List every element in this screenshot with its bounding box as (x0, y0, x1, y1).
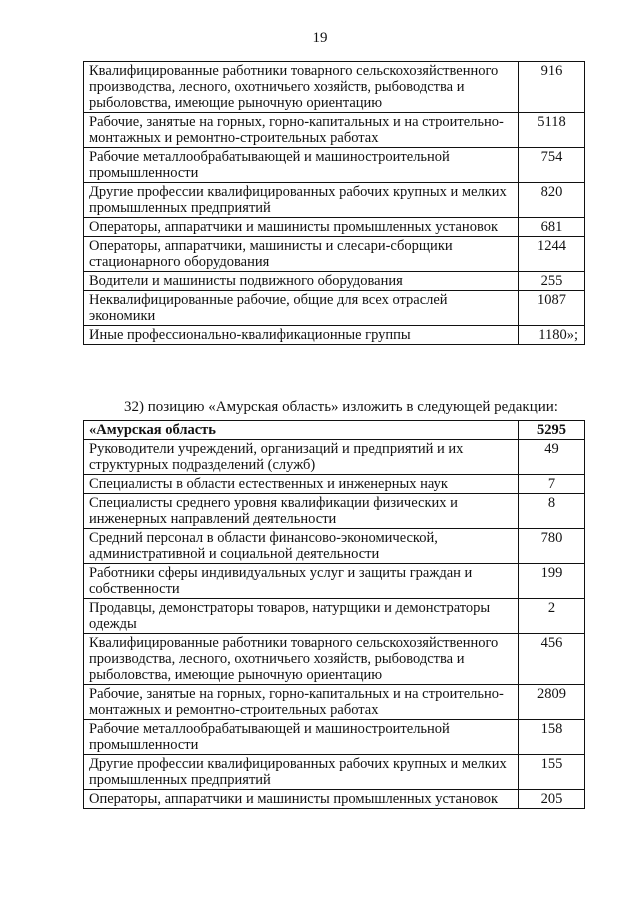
row-label: Продавцы, демонстраторы товаров, натурщики и демонстраторы одежды (84, 599, 519, 634)
row-label: Операторы, аппаратчики, машинисты и слесари-сборщики стационарного оборудования (84, 237, 519, 272)
amur-region-table (83, 420, 585, 809)
row-value: 1087 (519, 291, 585, 326)
row-value: 681 (519, 218, 585, 237)
page-number: 19 (312, 30, 328, 46)
table-row (84, 62, 585, 113)
table-row (84, 475, 585, 494)
table-row (84, 720, 585, 755)
row-value: 49 (519, 440, 585, 475)
table-row (84, 564, 585, 599)
row-label: Иные профессионально-квалификационные группы (84, 326, 519, 345)
row-label: Рабочие, занятые на горных, горно-капитальных и на строительно-монтажных и ремонтно-строительных работах (84, 685, 519, 720)
row-label: Средний персонал в области финансово-экономической, административной и социальной деятельности (84, 529, 519, 564)
row-label: Работники сферы индивидуальных услуг и защиты граждан и собственности (84, 564, 519, 599)
row-value: 2 (519, 599, 585, 634)
row-value: 8 (519, 494, 585, 529)
table-row (84, 529, 585, 564)
table-row (84, 237, 585, 272)
row-value: 456 (519, 634, 585, 685)
row-label: Неквалифицированные рабочие, общие для всех отраслей экономики (84, 291, 519, 326)
table-row (84, 218, 585, 237)
row-value: 780 (519, 529, 585, 564)
row-value: 7 (519, 475, 585, 494)
row-label: Рабочие металлообрабатывающей и машиностроительной промышленности (84, 720, 519, 755)
row-value: 199 (519, 564, 585, 599)
row-label: Другие профессии квалифицированных рабочих крупных и мелких промышленных предприятий (84, 755, 519, 790)
row-value: 155 (519, 755, 585, 790)
row-label: Специалисты в области естественных и инженерных наук (84, 475, 519, 494)
row-value: 2809 (519, 685, 585, 720)
row-label: Руководители учреждений, организаций и предприятий и их структурных подразделений (служб) (84, 440, 519, 475)
amendment-instruction: 32) позицию «Амурская область» изложить в следующей редакции: (124, 399, 558, 415)
row-value: 255 (519, 272, 585, 291)
row-label: Специалисты среднего уровня квалификации физических и инженерных направлений деятельности (84, 494, 519, 529)
table-row (84, 148, 585, 183)
row-value: 820 (519, 183, 585, 218)
row-value: 754 (519, 148, 585, 183)
row-label: Квалифицированные работники товарного сельскохозяйственного производства, лесного, охотничьего хозяйств, рыбоводства и рыболовства, имеющие рыночную ориентацию (84, 634, 519, 685)
row-value: 916 (519, 62, 585, 113)
row-label: Водители и машинисты подвижного оборудования (84, 272, 519, 291)
table-row (84, 599, 585, 634)
row-label: Квалифицированные работники товарного сельскохозяйственного производства, лесного, охотничьего хозяйств, рыбоводства и рыболовства, имеющие рыночную ориентацию (84, 62, 519, 113)
table-row (84, 291, 585, 326)
table-row (84, 790, 585, 809)
table-row (84, 272, 585, 291)
region-total: 5295 (519, 421, 585, 440)
row-label: Операторы, аппаратчики и машинисты промышленных установок (84, 790, 519, 809)
row-label: Другие профессии квалифицированных рабочих крупных и мелких промышленных предприятий (84, 183, 519, 218)
table-row (84, 494, 585, 529)
row-value: 205 (519, 790, 585, 809)
row-value: 1244 (519, 237, 585, 272)
occupation-table-previous (83, 61, 585, 345)
row-label: Рабочие металлообрабатывающей и машиностроительной промышленности (84, 148, 519, 183)
table-row (84, 440, 585, 475)
table-row (84, 113, 585, 148)
region-name: «Амурская область (84, 421, 519, 440)
table-row (84, 755, 585, 790)
table-header-row (84, 421, 585, 440)
row-value: 5118 (519, 113, 585, 148)
row-value: 158 (519, 720, 585, 755)
table-row (84, 183, 585, 218)
row-label: Рабочие, занятые на горных, горно-капитальных и на строительно-монтажных и ремонтно-строительных работах (84, 113, 519, 148)
table-row (84, 634, 585, 685)
row-label: Операторы, аппаратчики и машинисты промышленных установок (84, 218, 519, 237)
table-row (84, 685, 585, 720)
table-row (84, 326, 585, 345)
row-value: 1180»; (519, 326, 585, 345)
